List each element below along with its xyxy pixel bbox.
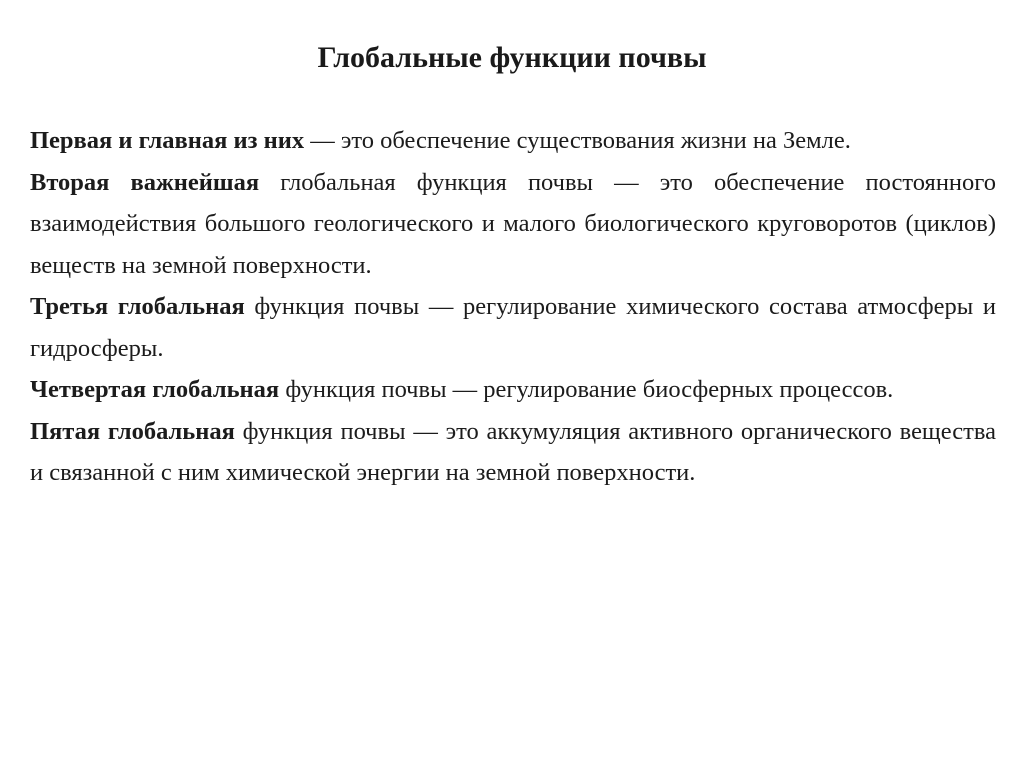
paragraph-third-function [30, 286, 996, 369]
paragraph-first-function [30, 120, 996, 162]
paragraph-lead: Четвертая глобальная [30, 376, 280, 403]
paragraph-text: — это обеспечение существования жизни на Земле. [304, 127, 851, 154]
paragraph-text: функция почвы — это аккумуляция активного органического вещества и связанной с ним химической энергии на земной поверхности. [30, 417, 996, 486]
paragraph-fourth-function [30, 369, 996, 411]
paragraph-second-function [30, 162, 996, 287]
paragraph-lead: Пятая глобальная [30, 417, 235, 445]
paragraph-lead: Первая и главная из них [30, 127, 305, 154]
paragraph-lead: Третья глобальная [30, 293, 245, 320]
paragraph-text: глобальная функция почвы — это обеспечение постоянного взаимодействия большого геологического и малого биологического круговоротов (циклов) веществ на земной поверхности. [30, 168, 996, 279]
paragraph-text: функция почвы — регулирование химического состава атмосферы и гидросферы. [30, 293, 997, 362]
paragraph-fifth-function [30, 411, 996, 494]
slide-title: Глобальные функции почвы [317, 41, 707, 74]
paragraph-text: функция почвы — регулирование биосферных процессов. [279, 376, 894, 403]
paragraph-lead: Вторая важнейшая [30, 168, 260, 196]
content-body [30, 120, 996, 494]
